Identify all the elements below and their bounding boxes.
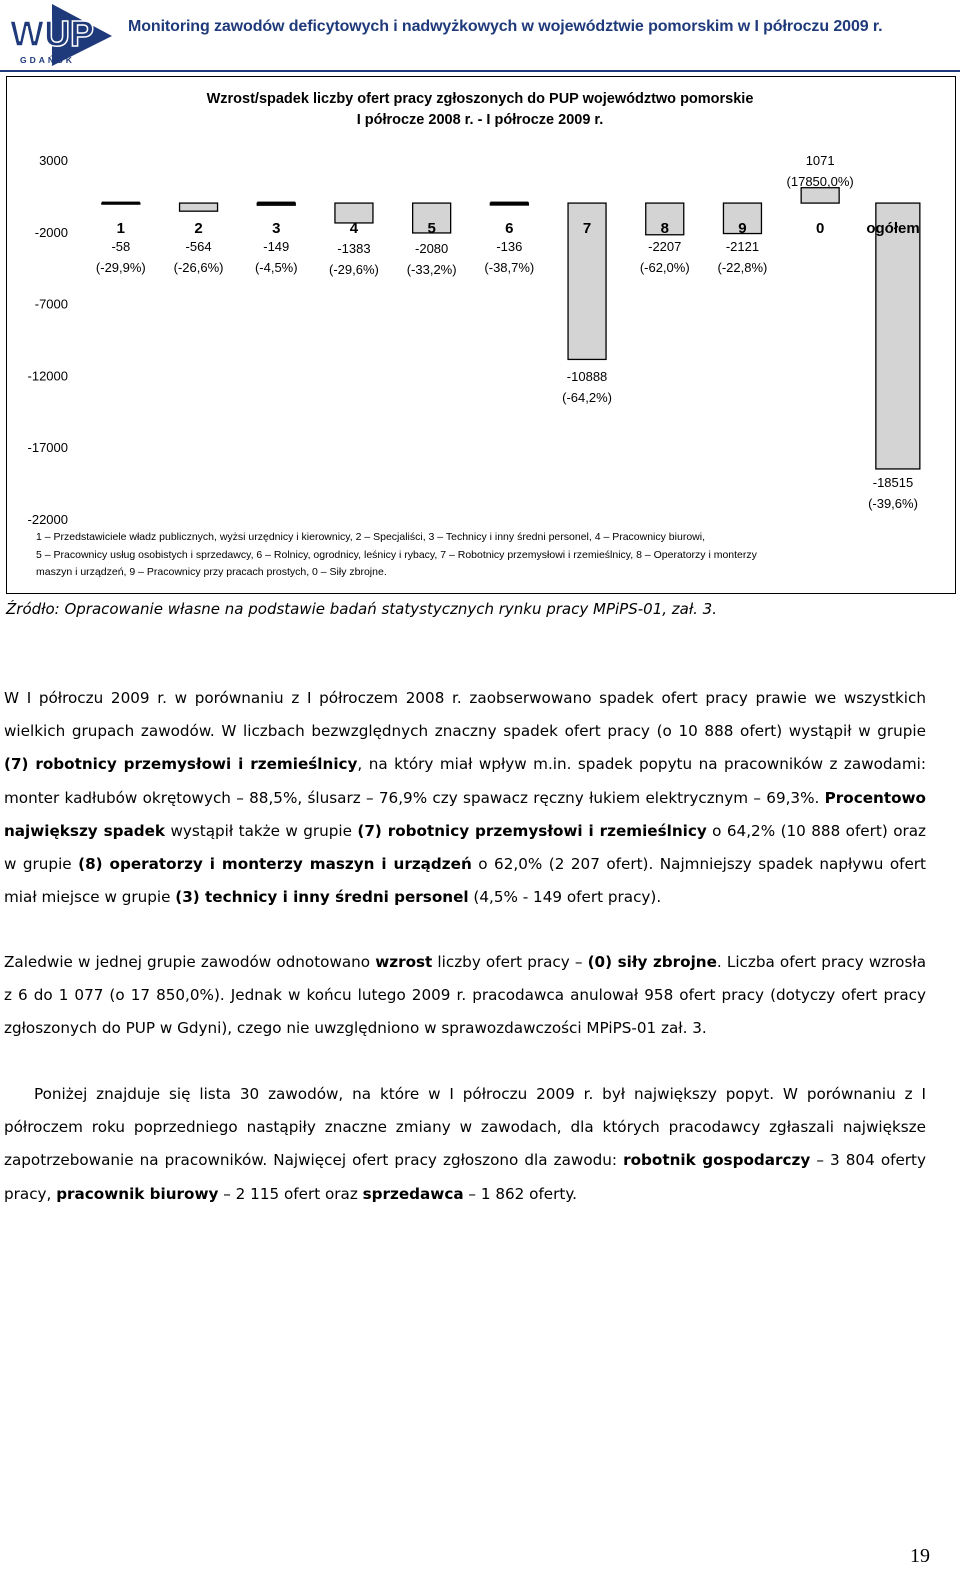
bar <box>876 203 920 469</box>
paragraph-1-text: , na który miał wpływ m.in. spadek popytu na pracowników z zawodami: monter kadłubów okrętowych – 88,5%, ślusarz – 76,9% czy spawacz ręczny łukiem elektrycznym – 69,3%. <box>4 755 926 807</box>
y-tick-label: -2000 <box>34 224 68 240</box>
paragraph-2-text: . Liczba ofert pracy wzrosła z 6 do 1 077 (o 17 850,0%). Jednak w końcu lutego 2009 r. pracodawca anulował 958 ofert pracy (dotyczy ofert pracy zgłoszonych do PUP w Gdyni), czego nie uwzględniono w sprawozdawczości MPiPS-01 zał. 3. <box>4 953 926 1038</box>
paragraph-2 <box>4 946 926 1046</box>
value-label: 1071 <box>805 153 835 168</box>
category-label: 0 <box>815 220 825 237</box>
paragraph-1-text: wystąpił także w grupie <box>165 821 358 840</box>
percent-label: (-26,6%) <box>173 260 224 275</box>
paragraph-1-text: o 64,2% (10 888 ofert) oraz w grupie <box>4 821 927 874</box>
percent-label: (-64,2%) <box>562 390 612 405</box>
y-tick-label: -12000 <box>27 368 68 384</box>
y-tick-label: -17000 <box>27 440 68 456</box>
paragraph-2-text: Zaledwie w jednej grupie zawodów odnotowano <box>4 953 376 971</box>
paragraph-3-bold: robotnik gospodarczy <box>623 1151 811 1170</box>
bar <box>180 203 218 211</box>
chart-legend-caption <box>36 529 926 582</box>
value-label: -18515 <box>872 475 914 490</box>
paragraph-1 <box>4 682 926 914</box>
category-label: 8 <box>660 220 669 237</box>
percent-label: (-62,0%) <box>639 260 690 275</box>
paragraph-2-text: liczby ofert pracy – <box>432 953 588 971</box>
percent-label: (-39,6%) <box>868 496 918 511</box>
paragraph-2-bold: (0) siły zbrojne <box>587 953 717 971</box>
paragraph-3-text: – 2 115 ofert oraz <box>218 1184 363 1203</box>
category-label: 2 <box>194 220 203 237</box>
category-label: 6 <box>505 220 514 237</box>
paragraph-1-bold: (7) robotnicy przemysłowi i rzemieślnicy <box>357 821 707 840</box>
value-label: -1383 <box>337 241 371 256</box>
paragraph-3-text: – 3 804 oferty pracy, <box>4 1151 926 1203</box>
bar-edge <box>490 202 528 205</box>
value-label: -564 <box>185 239 212 254</box>
caption-line-2: 5 – Pracownicy usług osobistych i sprzedawcy, 6 – Rolnicy, ogrodnicy, leśnicy i rybacy, 7 – Robotnicy przemysłowi i rzemieślnicy, 8 – Operatorzy i monterzy <box>36 548 757 561</box>
value-label: -58 <box>111 239 131 254</box>
y-tick-label: -22000 <box>27 512 68 527</box>
percent-label: (-29,9%) <box>95 260 146 275</box>
caption-line-1: 1 – Przedstawiciele władz publicznych, wyżsi urzędnicy i kierownicy, 2 – Specjaliści, 3 – Technicy i inny średni personel, 4 – Pracownicy biurowi, <box>36 531 705 543</box>
y-tick-label: 3000 <box>39 153 68 168</box>
category-label: 9 <box>738 220 747 237</box>
logo-subtext: GDAŃSK <box>20 55 75 65</box>
percent-label: (-22,8%) <box>717 260 768 275</box>
value-label: -2080 <box>415 241 449 256</box>
chart-title-line-1: Wzrost/spadek liczby ofert pracy zgłoszonych do PUP województwo pomorskie <box>206 91 754 107</box>
paragraph-3-text: – 1 862 oferty. <box>463 1184 577 1203</box>
header-title: Monitoring zawodów deficytowych i nadwyżkowych w województwie pomorskim w I półroczu 2009 r. <box>128 18 883 35</box>
value-label: -2207 <box>648 239 682 254</box>
category-label: 5 <box>427 220 436 237</box>
paragraph-1-bold: Procentowo największy spadek <box>4 788 926 840</box>
paragraph-3-bold: sprzedawca <box>362 1184 464 1203</box>
bar-edge <box>257 202 295 205</box>
category-label: ogółem <box>866 220 920 237</box>
paragraph-1-text: o 62,0% (2 207 ofert). Najmniejszy spadek napływu ofert miał miejsce w grupie <box>4 855 926 907</box>
percent-label: (17850,0%) <box>786 174 854 189</box>
paragraph-3 <box>4 1078 926 1211</box>
category-label: 7 <box>582 220 592 237</box>
source-note: Źródło: Opracowanie własne na podstawie badań statystycznych rynku pracy MPiPS-01, zał. 3. <box>6 600 717 618</box>
percent-label: (-38,7%) <box>484 260 535 275</box>
paragraph-1-text: W I półroczu 2009 r. w porównaniu z I półroczem 2008 r. zaobserwowano spadek ofert pracy prawie we wszystkich wielkich grupach zawodów. W liczbach bezwzględnych znaczny spadek ofert pracy (o 10 888 ofert) wystąpił w grupie <box>4 689 926 741</box>
logo-text: WUP <box>10 13 94 54</box>
bar <box>801 188 839 203</box>
paragraph-3-bold: pracownik biurowy <box>56 1184 219 1203</box>
paragraph-1-bold: (8) operatorzy i monterzy maszyn i urządzeń <box>78 855 472 874</box>
value-label: -149 <box>263 239 290 254</box>
category-label: 1 <box>116 220 126 237</box>
value-label: -136 <box>496 239 523 254</box>
value-label: -2121 <box>725 239 760 254</box>
paragraph-1-bold: (7) robotnicy przemysłowi i rzemieślnicy <box>4 755 358 774</box>
percent-label: (-29,6%) <box>329 262 379 277</box>
value-label: -10888 <box>566 369 608 384</box>
y-tick-label: -7000 <box>34 296 68 312</box>
percent-label: (-33,2%) <box>406 262 457 277</box>
percent-label: (-4,5%) <box>254 260 298 275</box>
paragraph-3-text: Poniżej znajduje się lista 30 zawodów, na które w I półroczu 2009 r. był największy popyt. W porównaniu z I półroczem roku poprzedniego nastąpiły znaczne zmiany w zawodach, dla których pracodawcy zgłaszali największe zapotrzebowanie na pracowników. Najwięcej ofert pracy zgłoszono dla zawodu: <box>4 1085 926 1170</box>
chart-title-line-2: I półrocze 2008 r. - I półrocze 2009 r. <box>356 112 604 128</box>
bar-chart <box>0 0 960 600</box>
paragraph-2-bold: wzrost <box>375 953 433 971</box>
page-number: 19 <box>910 1545 930 1567</box>
paragraph-1-bold: (3) technicy i inny średni personel <box>175 888 469 907</box>
category-label: 4 <box>349 220 359 237</box>
category-label: 3 <box>272 220 281 237</box>
bar-edge <box>102 202 140 205</box>
paragraph-1-text: (4,5% - 149 ofert pracy). <box>468 888 662 907</box>
caption-line-3: maszyn i urządzeń, 9 – Pracownicy przy pracach prostych, 0 – Siły zbrojne. <box>36 566 387 578</box>
